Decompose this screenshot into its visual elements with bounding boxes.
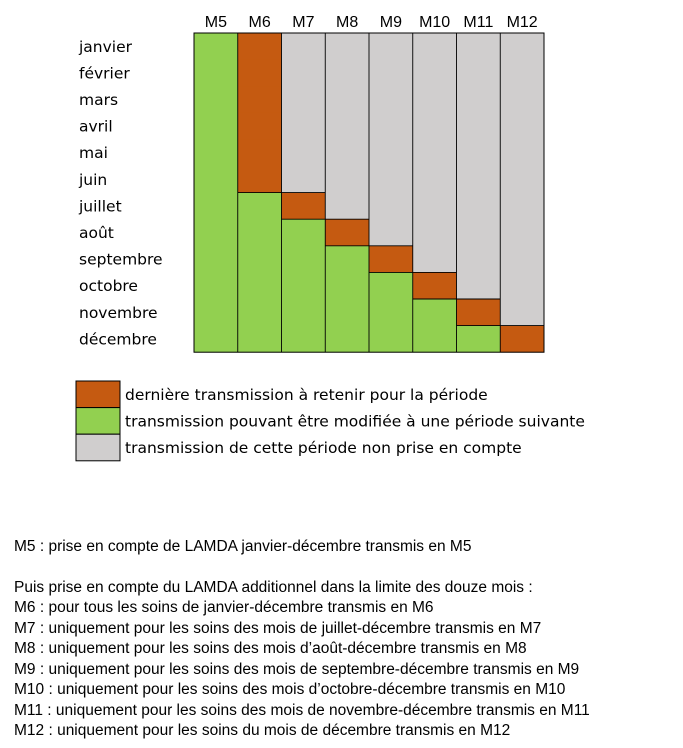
grid-cell-grey	[500, 33, 544, 60]
grid-cell-green	[194, 299, 238, 326]
note-m12: M12 : uniquement pour les soins du mois de décembre transmis en M12	[14, 722, 511, 739]
grid-cell-grey	[457, 86, 501, 113]
explanatory-notes	[14, 537, 680, 742]
grid-cell-grey	[500, 272, 544, 299]
grid-cell-grey	[413, 246, 457, 273]
grid-cell-green	[369, 326, 413, 353]
legend-label: transmission de cette période non prise en compte	[125, 439, 522, 457]
grid-cell-grey	[369, 113, 413, 140]
row-label: avril	[79, 117, 113, 136]
grid-cell-grey	[325, 139, 369, 166]
grid-cell-green	[413, 299, 457, 326]
note-m9: M9 : uniquement pour les soins des mois de septembre-décembre transmis en M9	[14, 660, 580, 678]
column-header-m8: M8	[336, 14, 359, 31]
column-header-m7: M7	[292, 14, 315, 31]
row-label: mai	[79, 144, 108, 163]
grid-cell-green	[194, 193, 238, 220]
grid-cell-green	[194, 60, 238, 87]
grid-cell-grey	[413, 113, 457, 140]
grid-cell-green	[194, 166, 238, 193]
grid-cell-grey	[369, 60, 413, 87]
grid-cell-grey	[413, 166, 457, 193]
grid-cell-orange	[238, 60, 282, 87]
grid-cell-green	[325, 272, 369, 299]
grid-cell-grey	[500, 193, 544, 220]
grid-cell-grey	[282, 33, 326, 60]
note-m6: M6 : pour tous les soins de janvier-décembre transmis en M6	[14, 599, 434, 616]
grid-cell-green	[238, 246, 282, 273]
grid-cell-grey	[325, 33, 369, 60]
grid-cell-green	[194, 113, 238, 140]
grid-cell-grey	[500, 246, 544, 273]
grid-cell-grey	[457, 272, 501, 299]
grid-cell-grey	[369, 86, 413, 113]
grid-cell-grey	[500, 60, 544, 87]
grid-cell-grey	[282, 86, 326, 113]
grid-cell-grey	[413, 219, 457, 246]
grid-cell-grey	[500, 113, 544, 140]
grid-cell-grey	[282, 166, 326, 193]
column-header-m11: M11	[463, 14, 494, 31]
grid-cell-orange	[238, 139, 282, 166]
grid-cell-grey	[457, 113, 501, 140]
grid-cell-orange	[413, 272, 457, 299]
grid-cell-grey	[457, 193, 501, 220]
grid-cell-grey	[369, 33, 413, 60]
grid-cell-orange	[325, 219, 369, 246]
note-m7: M7 : uniquement pour les soins des mois de juillet-décembre transmis en M7	[14, 619, 542, 637]
grid-cell-green	[194, 139, 238, 166]
grid-cell-orange	[500, 326, 544, 353]
column-header-m10: M10	[419, 14, 451, 31]
note-m10: M10 : uniquement pour les soins des mois d’octobre-décembre transmis en M10	[14, 681, 566, 698]
grid-cell-green	[282, 326, 326, 353]
grid-cell-green	[325, 299, 369, 326]
grid-cell-grey	[282, 139, 326, 166]
grid-cell-grey	[457, 246, 501, 273]
legend-swatch-green	[76, 408, 120, 435]
grid-cell-green	[325, 246, 369, 273]
row-label: mars	[79, 91, 119, 109]
row-label: janvier	[79, 37, 133, 56]
column-header-m5: M5	[204, 14, 227, 31]
row-label: février	[79, 64, 130, 83]
grid-cell-green	[238, 272, 282, 299]
column-header-m12: M12	[506, 14, 538, 31]
grid-cell-green	[282, 246, 326, 273]
row-label: juillet	[79, 197, 122, 216]
grid-cell-green	[369, 272, 413, 299]
grid-cell-green	[194, 246, 238, 273]
grid-cell-grey	[457, 33, 501, 60]
column-headers	[205, 14, 538, 31]
grid-cell-grey	[282, 60, 326, 87]
row-label: septembre	[79, 250, 163, 269]
grid-cell-grey	[369, 193, 413, 220]
grid-cell-green	[413, 326, 457, 353]
grid-cell-green	[325, 326, 369, 353]
grid-cell-grey	[282, 113, 326, 140]
grid-cell-green	[194, 272, 238, 299]
grid-cell-grey	[500, 86, 544, 113]
grid-cell-grey	[325, 193, 369, 220]
row-label: novembre	[79, 303, 158, 322]
grid-cell-orange	[238, 33, 282, 60]
row-labels	[78, 38, 163, 349]
column-header-m6: M6	[248, 14, 271, 31]
grid-cell-green	[194, 86, 238, 113]
grid-cell-orange	[238, 166, 282, 193]
grid-cell-grey	[369, 139, 413, 166]
grid-cell-grey	[325, 113, 369, 140]
grid-cell-grey	[413, 139, 457, 166]
grid-cell-green	[238, 193, 282, 220]
grid-cell-orange	[457, 299, 501, 326]
grid-cell-green	[194, 326, 238, 353]
grid-cell-grey	[325, 86, 369, 113]
grid-cell-grey	[325, 60, 369, 87]
grid-cell-green	[194, 219, 238, 246]
row-label: octobre	[79, 277, 138, 296]
grid-cell-grey	[413, 86, 457, 113]
grid-cell-grey	[457, 139, 501, 166]
grid-cell-grey	[413, 60, 457, 87]
grid-cell-grey	[325, 166, 369, 193]
grid-cell-grey	[413, 33, 457, 60]
note-intro: Puis prise en compte du LAMDA additionnel dans la limite des douze mois :	[14, 578, 533, 596]
row-label: août	[79, 224, 114, 242]
grid-cell-grey	[413, 193, 457, 220]
grid-cell-grey	[457, 166, 501, 193]
note-gap	[14, 558, 680, 578]
note-m8: M8 : uniquement pour les soins des mois d’août-décembre transmis en M8	[14, 640, 527, 657]
grid-cell-green	[238, 326, 282, 353]
grid-cell-grey	[500, 139, 544, 166]
grid-cell-green	[282, 219, 326, 246]
grid-cell-orange	[238, 86, 282, 113]
grid-cell-grey	[500, 166, 544, 193]
column-header-m9: M9	[379, 14, 402, 31]
legend-label: transmission pouvant être modifiée à une période suivante	[125, 412, 585, 431]
legend	[76, 381, 585, 461]
grid-cell-green	[369, 299, 413, 326]
row-label: juin	[79, 170, 108, 189]
grid-cell-orange	[369, 246, 413, 273]
legend-swatch-orange	[76, 381, 120, 408]
grid-cell-orange	[238, 113, 282, 140]
grid-cell-green	[282, 272, 326, 299]
grid-cell-orange	[282, 193, 326, 220]
grid-cell-grey	[457, 219, 501, 246]
grid-cell-grey	[369, 166, 413, 193]
grid-cell-green	[194, 33, 238, 60]
note-m11: M11 : uniquement pour les soins des mois de novembre-décembre transmis en M11	[14, 701, 590, 719]
legend-swatch-grey	[76, 434, 120, 461]
note-m5: M5 : prise en compte de LAMDA janvier-décembre transmis en M5	[14, 538, 472, 555]
grid-cell-grey	[500, 219, 544, 246]
grid-cell-green	[238, 299, 282, 326]
grid-cell-green	[238, 219, 282, 246]
grid-cell-grey	[500, 299, 544, 326]
legend-label: dernière transmission à retenir pour la période	[125, 385, 488, 404]
grid-cell-grey	[369, 219, 413, 246]
grid-cell-green	[282, 299, 326, 326]
grid-cell-grey	[457, 60, 501, 87]
row-label: décembre	[79, 330, 157, 349]
grid-cell-green	[457, 326, 501, 353]
